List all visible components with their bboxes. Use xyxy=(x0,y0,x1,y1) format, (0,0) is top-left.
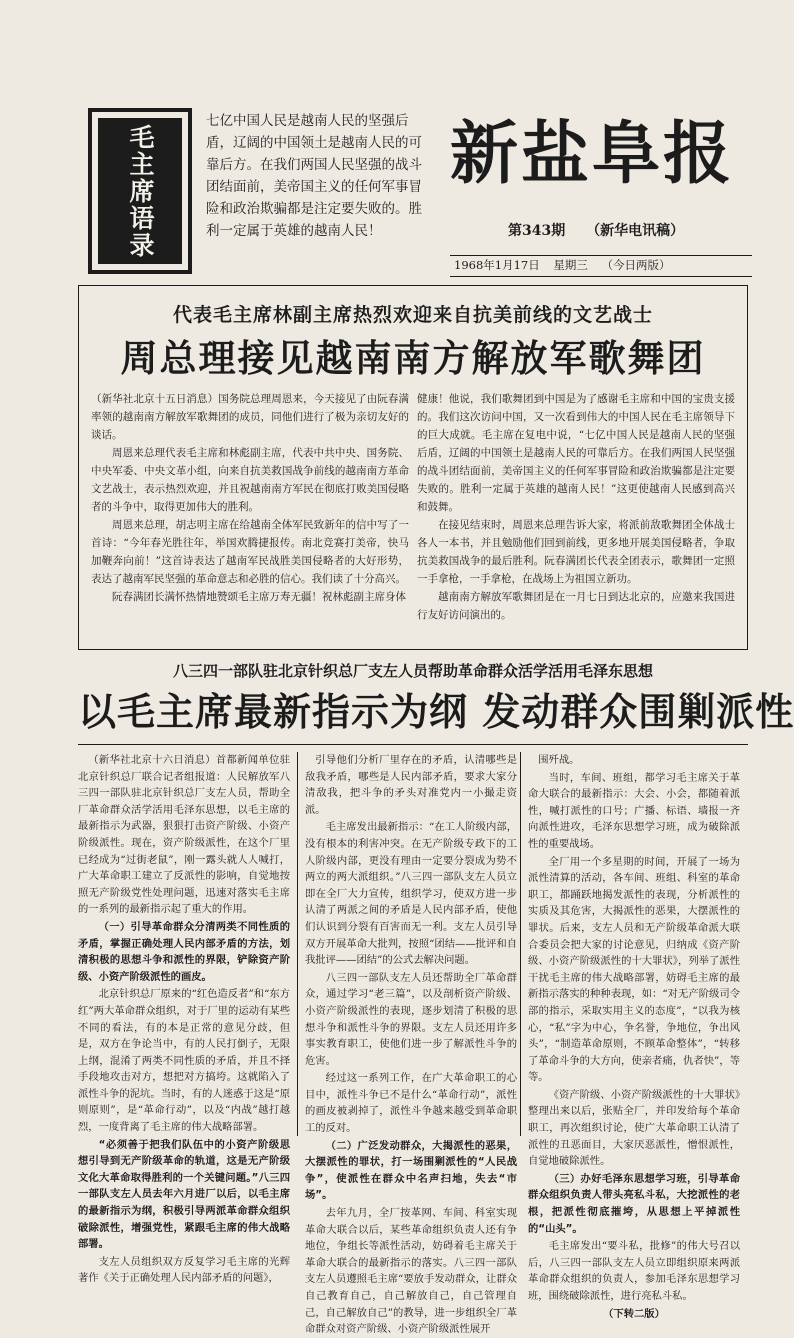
article1-paragraph: 阮春满团长满怀热情地赞颂毛主席万寿无疆！祝林彪副主席身体 xyxy=(112,591,406,603)
article1-headline: 周总理接见越南南方解放军歌舞团 xyxy=(120,336,706,380)
article2-column-3 xyxy=(528,752,740,1320)
article2-headline: 以毛主席最新指示为纲 发动群众围剿派性 xyxy=(78,689,794,734)
article1-paragraph: （新华社北京十五日消息）国务院总理周恩来，今天接见了由阮春满率领的越南南方解放军歌舞团的成员，同他们进行了极为亲切友好的谈话。 xyxy=(91,393,409,441)
issue-number: 第343期 xyxy=(508,223,566,239)
article1-paragraph: 周恩来总理代表毛主席和林彪副主席，代表中共中央、国务院、中央军委、中央文革小组，向来自抗美救国战争前线的越南南方革命文艺战士，表示热烈欢迎，并且祝越南南方军民在彻底打败美国侵略者的斗争中，取得更加伟大的胜利。 xyxy=(91,447,409,513)
mao-quotation: 七亿中国人民是越南人民的坚强后盾，辽阔的中国领土是越南人民的可靠后方。在我们两国人民坚强的战斗团结面前，美帝国主义的任何军事冒险和政治欺骗都是注定要失败的。胜利一定属于英雄的越南人民！ xyxy=(206,113,422,239)
article2-paragraph: 当时，车间、班组，都学习毛主席关于革命大联合的最新指示：大会、小会，都随着派性，喊打派性的口号；广播、标语、墙报一齐向派性进攻，毛泽东思想学习班，成为破除派性的重要战场。 xyxy=(528,771,740,850)
article2-paragraph: 毛主席发出“要斗私，批修”的伟大号召以后，八三四一部队支左人员立即组织原来两派革命群众组织的负责人，参加毛泽东思想学习班，围绕破除派性，进行亮私斗私。 xyxy=(528,1240,740,1302)
newspaper-title: 新盐阜报 xyxy=(450,115,735,194)
article2-paragraph: 八三四一部队支左人员还帮助全厂革命群众，通过学习“老三篇”，以及剖析资产阶级、小资产阶级派性的表现，逐步划清了积极的思想斗争和派性斗争的界限。支左人员还用许多事实教育职工，使他们进一步了解派性斗争的危害。 xyxy=(305,971,517,1067)
article2-paragraph: 《资产阶级、小资产阶级派性的十大罪状》整理出来以后，张贴全厂，并印发给每个革命职工，再次组织讨论，使广大革命职工认清了派性的丑恶面目，大家厌恶派性，憎恨派性，自觉地破除派性。 xyxy=(528,1088,740,1168)
article2-column-2 xyxy=(305,752,517,1336)
column-divider xyxy=(297,752,298,1136)
article2-paragraph: “必须善于把我们队伍中的小资产阶级思想引导到无产阶级革命的轨道，这是无产阶级文化大革命取得胜利的一个关键问题。”八三四一部队支左人员去年六月进厂以后，以毛主席的最新指示为纲，积极引导两派革命群众组织破除派性，增强党性，紧跟毛主席的伟大战略部署。 xyxy=(78,1138,290,1251)
quotation-label: 毛主席语录 xyxy=(98,118,182,264)
article2-paragraph: （新华社北京十六日消息）首都新闻单位驻北京针织总厂联合记者组报道：人民解放军八三四一部队驻北京针织总厂支左人员，帮助全厂革命群众活学活用毛泽东思想，以毛主席的最新指示为武器，狠狠打击资产阶级、小资产阶级派性。现在，资产阶级派性，在这个厂里已经成为“过街老鼠”，刚一露头就人人喊打，广大革命职工建立了反派性的影响，自觉地按照无产阶级党性处理问题，迅速对落实毛主席的一系列的最新指示起了重大的作用。 xyxy=(78,754,290,916)
article-vietnam-troupe xyxy=(78,285,748,650)
article2-paragraph: 引导他们分析厂里存在的矛盾，认清哪些是敌我矛盾，哪些是人民内部矛盾，要求大家分清敌我，把斗争的矛头对准党内一小撮走资派。 xyxy=(305,754,517,816)
issue-date: 1968年1月17日 xyxy=(454,258,540,272)
headline-rule xyxy=(78,744,748,745)
continued-note: （下转二版） xyxy=(603,1307,665,1320)
article2-paragraph: 去年九月，全厂按革网、车间、科室实现革命大联合以后，某些革命组织负责人还有争地位，争组长等派性活动，妨碍着毛主席关于革命大联合的最新指示的落实。八三四一部队支左人员遵照毛主席“要放手发动群众，让群众自己教育自己，自己解放自己，自己管理自己，自己解放自己”的教导，进一步组织全厂革命群众对资产阶级、小资产阶级派性展开 xyxy=(305,1207,517,1336)
article2-paragraph: （二）广泛发动群众，大揭派性的恶果，大摆派性的罪状，打一场围剿派性的“人民战争”，使派性在群众中名声扫地，失去“市场”。 xyxy=(305,1139,517,1202)
article1-paragraph: 越南南方解放军歌舞团是在一月七日到达北京的，应邀来我国进行友好访问演出的。 xyxy=(417,591,735,621)
article1-column-left xyxy=(91,390,409,640)
issue-weekday: 星期三 xyxy=(553,258,588,272)
article2-paragraph: 经过这一系列工作，在广大革命职工的心目中，派性斗争已不是什么“革命行动”，派性的画皮被剥掉了，派性斗争越来越受到革命职工的反对。 xyxy=(305,1072,517,1135)
article2-paragraph: （一）引导革命群众分清两类不同性质的矛盾，掌握正确处理人民内部矛盾的方法，划清积极的思想斗争和派性的界限，铲除资产阶级、小资产阶级派性的画皮。 xyxy=(78,920,290,983)
article1-paragraph: 在接见结束时，周恩来总理告诉大家，将派前敌歌舞团全体战士各人一本书，并且勉励他们回到前线，更多地开展美国侵略者，争取抗美救国战争的最后胜利。阮春满团长代表全团表示，歌舞团一定照一手拿枪，一手拿枪，在战场上为祖国立新功。 xyxy=(417,519,735,585)
article2-paragraph: 全厂用一个多星期的时间，开展了一场为派性清算的活动，各车间、班组、科室的革命职工，都踊跃地揭发派性的表现，分析派性的实质及其危害，大揭派性的恶果，大摆派性的罪状。后来，支左人员和无产阶级革命派大联合委员会把大家的讨论意见，归纳成《资产阶级、小资产阶级派性的十大罪状》，列举了派性干扰毛主席的伟大战略部署，妨碍毛主席的最新指示落实的种种表现，如：“对无产阶级司令部的指示，采取实用主义的态度”，“以我为核心，“私”字为中心，争名誉，争地位，争出风头”，“制造革命原则，不顾革命整体”，“转移了革命斗争的大方向，使亲者痛，仇者快”，等等。 xyxy=(528,855,740,1084)
quotation-label-box xyxy=(88,108,192,274)
newspaper-page xyxy=(58,80,794,1336)
article1-kicker: 代表毛主席林副主席热烈欢迎来自抗美前线的文艺战士 xyxy=(172,304,653,326)
article2-paragraph: 北京针织总厂原来的“红色造反者”和“东方红”两大革命群众组织，对于厂里的运动有某些不同的看法，有的本是正常的意见分歧，但是，双方在争论当中，有的人民打倒子，无限上纲，混淆了两类不同性质的矛盾，并且不择手段地攻击对方，想把对方搞垮。这就陷入了派性斗争的泥坑。当时，有的人迷惑于这是“原则原则”，是“革命行动”，以及“内战”越打越烈，一度背离了毛主席的伟大战略部署。 xyxy=(78,988,290,1134)
issue-line xyxy=(508,220,758,242)
column-divider xyxy=(520,752,521,1136)
article1-column-right xyxy=(417,390,735,640)
article2-paragraph: 毛主席发出最新指示：“在工人阶级内部，没有根本的利害冲突。在无产阶级专政下的工人阶级内部，更没有理由一定要分裂成为势不两立的两大派组织。”八三四一部队支左人员立即在全厂大力宣传，组织学习，使双方进一步认清了两派之间的矛盾是人民内部矛盾，使他们认识到分裂有百害而无一利。支左人员引导双方开展革命大批判，按照“团结——批评和自我批评——团结”的公式去解决问题。 xyxy=(305,821,517,967)
issue-note: （新华电讯稿） xyxy=(586,223,685,239)
article2-paragraph: 围歼战。 xyxy=(538,754,580,766)
article2-kicker: 八三四一部队驻北京针织总厂支左人员帮助革命群众活学活用毛泽东思想 xyxy=(172,662,653,680)
article1-paragraph: 周恩来总理，胡志明主席在给越南全体军民致新年的信中写了一首诗：“今年春光胜往年，举国欢腾捷报传。南北竞赛打美帝，快马加鞭奔向前！”这首诗表达了越南军民战胜美国侵略者的大好形势，表达了越南军民坚强的革命意志和必胜的信心。我们读了十分高兴。 xyxy=(91,519,409,585)
article1-paragraph: 健康！他说，我们歌舞团到中国是为了感谢毛主席和中国的宝贵支援的。我们这次访问中国，又一次看到伟大的中国人民在毛主席领导下的巨大成就。毛主席在复电中说，“七亿中国人民是越南人民的坚强后盾，辽阔的中国领土是越南人民的可靠后方。在我们两国人民坚强的战斗团结面前，美帝国主义的任何军事冒险和政治欺骗都是注定要失败的。胜利一定属于英雄的越南人民！”这更使越南人民感到高兴和鼓舞。 xyxy=(417,393,735,513)
date-line xyxy=(450,255,752,277)
article2-paragraph: 支左人员组织双方反复学习毛主席的光辉著作《关于正确处理人民内部矛盾的问题》， xyxy=(78,1255,290,1285)
article2-column-1 xyxy=(78,752,290,1285)
article2-paragraph: （三）办好毛泽东思想学习班，引导革命群众组织负责人带头亮私斗私，大挖派性的老根，把派性彻底摧垮，从思想上平掉派性的“山头”。 xyxy=(528,1172,740,1235)
issue-edition: （今日两版） xyxy=(601,258,671,272)
